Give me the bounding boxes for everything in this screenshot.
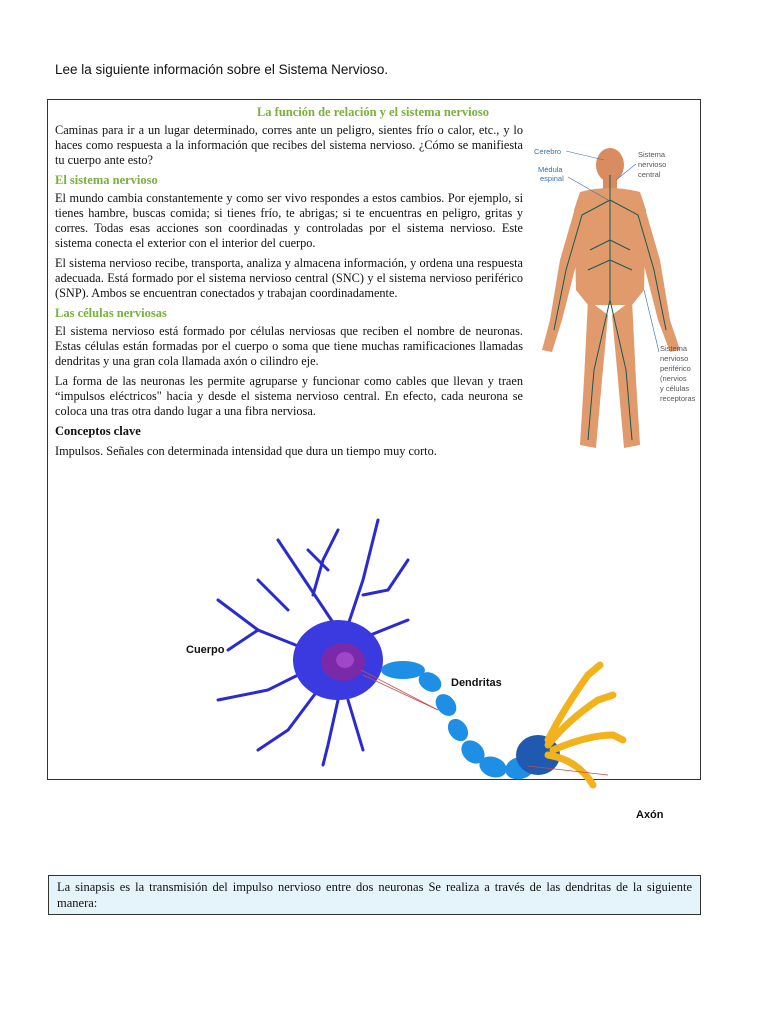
paragraph-celulas-2: La forma de las neuronas les permite agruparse y funcionar como cables que llevan y traen “impulsos eléctricos" hacia y desde el sistema nervioso central. En efecto, cada neurona se coloca una tras otra dando lugar a una fibra nerviosa. — [55, 374, 523, 418]
paragraph-intro: Caminas para ir a un lugar determinado, corres ante un peligro, sientes frío o calor, etc., y lo haces como respuesta a la información que recibes del sistema nervioso. ¿Cómo se manifiesta tu cuerpo ante esto? — [55, 123, 523, 167]
neuron-illustration — [108, 500, 668, 821]
label-snp-6: receptoras — [660, 394, 696, 403]
label-snp-5: y células — [660, 384, 690, 393]
label-medula-1: Médula — [538, 165, 563, 174]
label-snp-4: (nervios — [660, 374, 687, 383]
synapse-box: La sinapsis es la transmisión del impulso nervioso entre dos neuronas Se realiza a través de las dendritas de la siguiente manera: — [48, 875, 701, 915]
label-snp-2: nervioso — [660, 354, 689, 363]
nucleolus — [336, 652, 354, 668]
heading-sistema-nervioso: El sistema nervioso — [55, 173, 158, 187]
paragraph-celulas-1: El sistema nervioso está formado por células nerviosas que reciben el nombre de neuronas. Estas células están formadas por el cuerpo o soma que tiene muchas ramificaciones llamadas dendritas y una gran cola llamada axón o cilindro eje. — [55, 324, 523, 368]
label-snc-2: nervioso — [638, 160, 667, 169]
label-cuerpo: Cuerpo — [186, 644, 225, 656]
label-dendritas: Dendritas — [451, 677, 502, 689]
paragraph-impulsos: Impulsos. Señales con determinada intensidad que dura un tiempo muy corto. — [55, 444, 437, 458]
label-snc-3: central — [638, 170, 661, 179]
label-snp-1: Sistema — [660, 344, 688, 353]
label-snp-3: periférico — [660, 364, 691, 373]
label-axon: Axón — [636, 809, 664, 821]
nerve-lines — [554, 175, 666, 440]
nervous-system-body-illustration — [532, 140, 697, 470]
text-column — [55, 123, 523, 464]
axon-terminals — [548, 665, 623, 785]
label-cerebro: Cerebro — [534, 147, 562, 156]
paragraph-sistema-1: El mundo cambia constantemente y como ser vivo respondes a estos cambios. Por ejemplo, si tienes hambre, buscas comida; si tienes frío, te abrigas; si te encuentras en peligro, gritas y corres. Todas esas acciones son coordinadas y controladas por el sistema nervioso. Este sistema conecta el exterior con el interior del cuerpo. — [55, 191, 523, 250]
label-medula-2: espinal — [540, 174, 564, 183]
paragraph-sistema-2: El sistema nervioso recibe, transporta, analiza y almacena información, y ordena una respuesta adecuada. Está formado por el sistema nervioso central (SNC) y el sistema nervioso periférico (SNP). Ambos se encuentran conectados y trabajan coordinadamente. — [55, 256, 523, 300]
intro-text: Lee la siguiente información sobre el Sistema Nervioso. — [55, 62, 389, 77]
label-snc-1: Sistema — [638, 150, 666, 159]
section-title: La función de relación y el sistema nervioso — [256, 105, 490, 119]
heading-celulas: Las células nerviosas — [55, 306, 167, 320]
info-box — [47, 99, 701, 821]
heading-conceptos: Conceptos clave — [55, 424, 141, 438]
